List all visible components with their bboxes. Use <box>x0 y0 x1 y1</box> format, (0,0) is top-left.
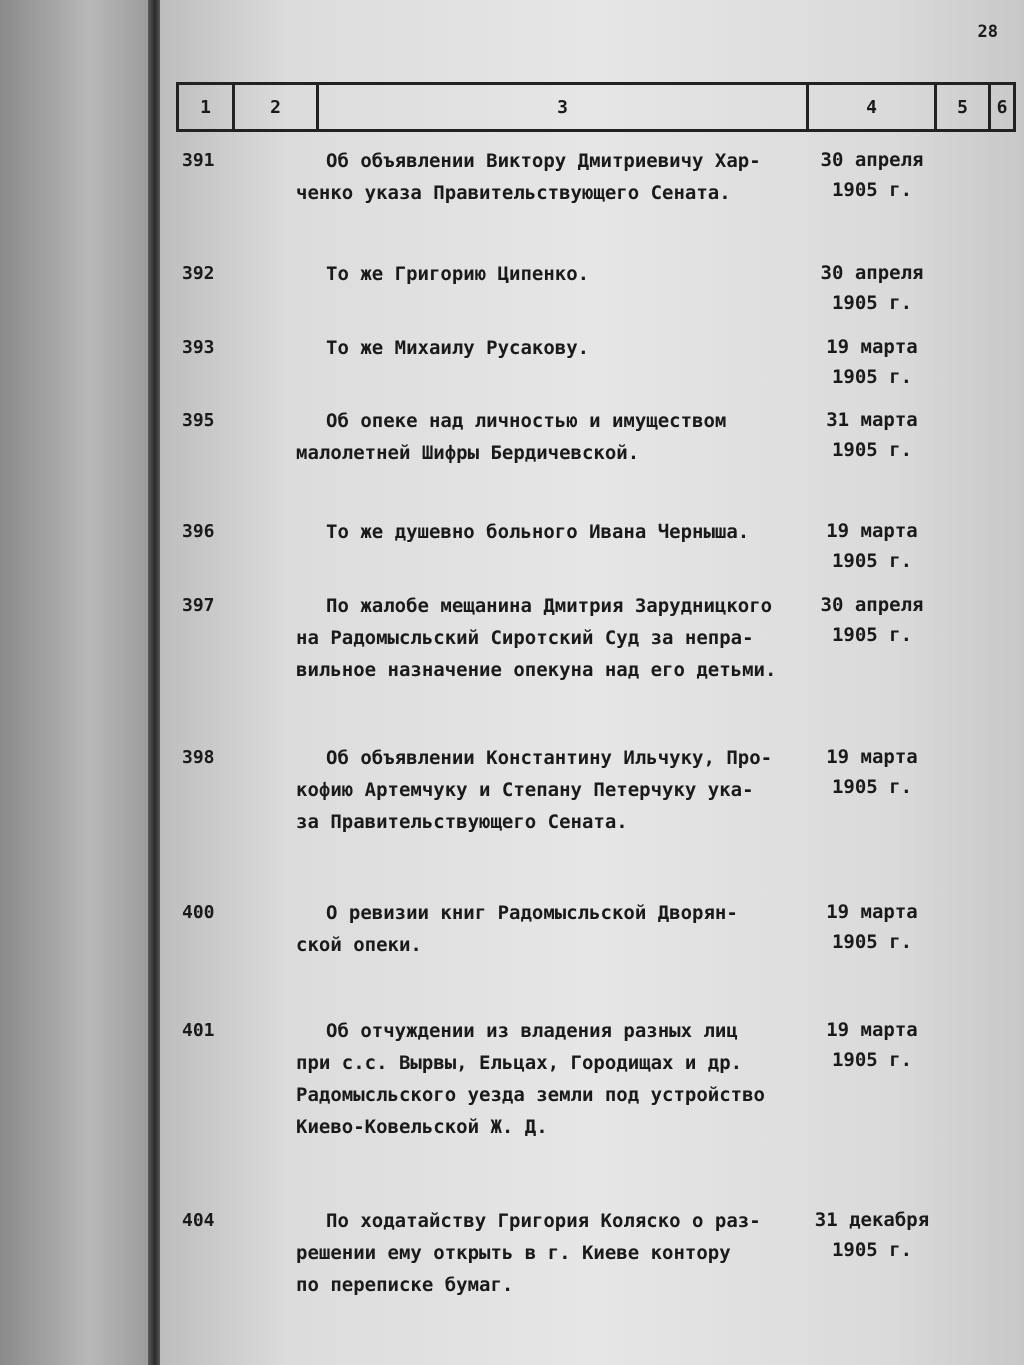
item-description: Об объявлении Виктору Дмитриевичу Хар- ченко указа Правительствующего Сената. <box>296 150 761 204</box>
item-description: То же Михаилу Русакову. <box>326 337 590 359</box>
item-number: 398 <box>182 747 215 768</box>
page-number: 28 <box>977 22 998 42</box>
item-date: 19 марта 1905 г. <box>826 901 918 953</box>
item-description: По ходатайству Григория Коляско о раз- решении ему открыть в г. Киеве контору по переписке бумаг. <box>296 1210 761 1296</box>
column-1-header: 1 <box>176 85 232 129</box>
item-date: 31 марта 1905 г. <box>826 409 918 461</box>
column-6-header: 6 <box>988 85 1016 129</box>
column-5-header: 5 <box>934 85 988 129</box>
item-number: 397 <box>182 595 215 616</box>
item-description: Об опеке над личностью и имуществом малолетней Шифры Бердичевской. <box>296 410 727 464</box>
column-4-header: 4 <box>806 85 934 129</box>
item-number: 401 <box>182 1020 215 1041</box>
item-description: Об объявлении Константину Ильчуку, Про- кофию Артемчуку и Степану Петерчуку ука- за Правительствующего Сената. <box>296 747 773 833</box>
item-date: 19 марта 1905 г. <box>826 336 918 388</box>
item-description: Об отчуждении из владения разных лиц при с.с. Вырвы, Ельцах, Городищах и др. Радомысльского уезда земли под устройство Киево-Ковельской Ж. Д. <box>296 1020 765 1138</box>
item-description: То же душевно больного Ивана Черныша. <box>326 521 750 543</box>
item-date: 19 марта 1905 г. <box>826 746 918 798</box>
document-page <box>160 0 1024 1365</box>
item-number: 396 <box>182 521 215 542</box>
item-description: То же Григорию Ципенко. <box>326 263 590 285</box>
item-number: 395 <box>182 410 215 431</box>
item-description: По жалобе мещанина Дмитрия Зарудницкого на Радомысльский Сиротский Суд за непра- вильное назначение опекуна над его детьми. <box>296 595 777 681</box>
item-date: 30 апреля 1905 г. <box>820 594 924 646</box>
item-number: 391 <box>182 150 215 171</box>
item-number: 392 <box>182 263 215 284</box>
item-description: О ревизии книг Радомысльской Дворян- ской опеки. <box>296 902 738 956</box>
item-date: 30 апреля 1905 г. <box>820 149 924 201</box>
column-3-header: 3 <box>316 85 806 129</box>
item-number: 404 <box>182 1210 215 1231</box>
column-2-header: 2 <box>232 85 316 129</box>
item-date: 19 марта 1905 г. <box>826 520 918 572</box>
item-number: 393 <box>182 337 215 358</box>
left-page-edge <box>0 0 150 1365</box>
item-date: 30 апреля 1905 г. <box>820 262 924 314</box>
item-date: 19 марта 1905 г. <box>826 1019 918 1071</box>
item-date: 31 декабря 1905 г. <box>814 1209 930 1261</box>
item-number: 400 <box>182 902 215 923</box>
column-header <box>176 82 1016 132</box>
